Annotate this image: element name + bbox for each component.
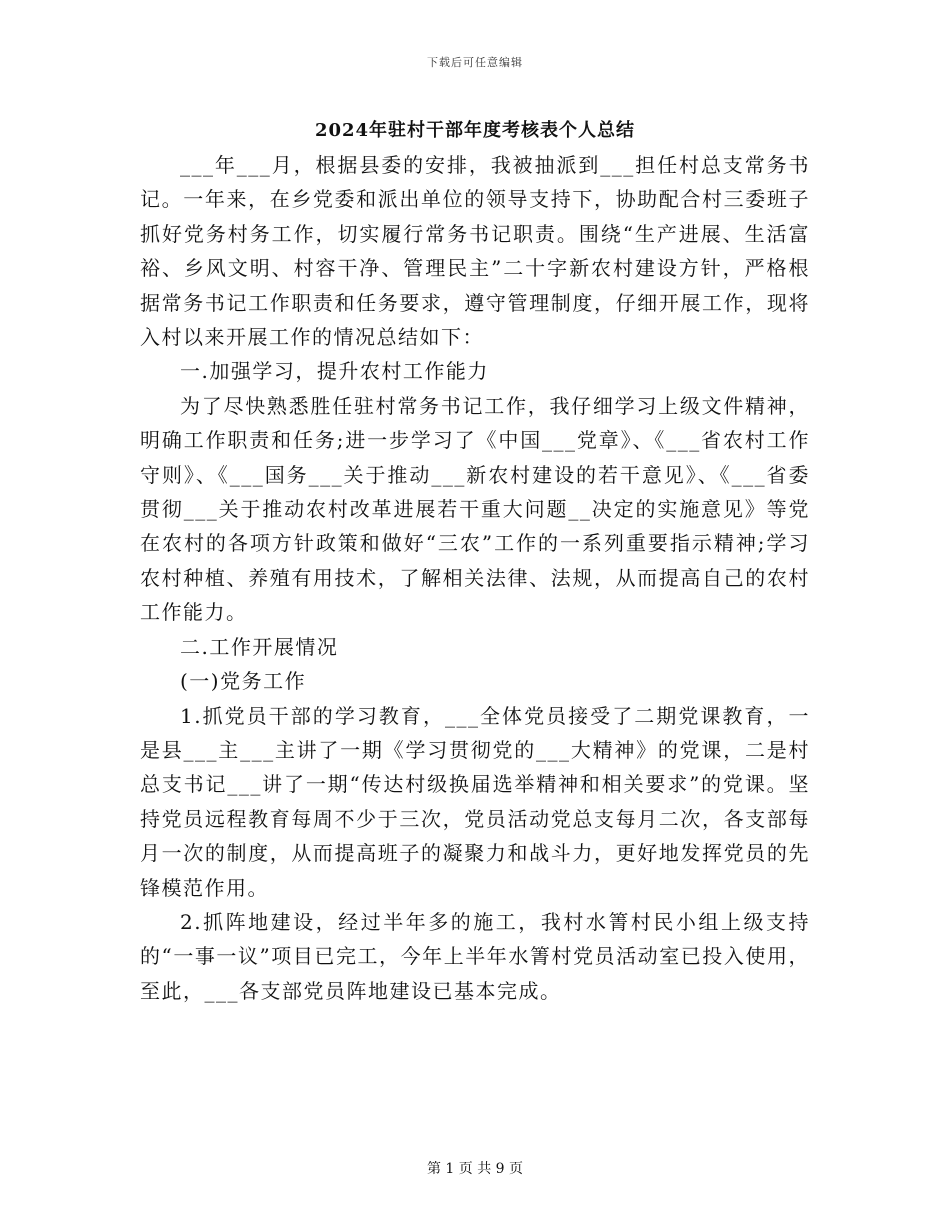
subsection-heading-party: (一)党务工作: [180, 669, 307, 694]
section-heading-1: 一.加强学习，提升农村工作能力: [180, 359, 489, 384]
section-heading-2: 二.工作开展情况: [180, 634, 339, 659]
page-header-note: 下载后可任意编辑: [427, 56, 523, 69]
item-2-paragraph: 2.抓阵地建设，经过半年多的施工，我村水箐村民小组上级支持的“一事一议”项目已完工，今年上半年水箐村党员活动室已投入使用，至此，___各支部党员阵地建设已基本完成。: [140, 909, 810, 1003]
item-1-paragraph: 1.抓党员干部的学习教育，___全体党员接受了二期党课教育，一是县___主___主讲了一期《学习贯彻党的___大精神》的党课，二是村总支书记___讲了一期“传达村级换届选举精神和相关要求”的党课。坚持党员远程教育每周不少于三次，党员活动党总支每月二次，各支部每月一次的制度，从而提高班子的凝聚力和战斗力，更好地发挥党员的先锋模范作用。: [140, 703, 810, 900]
page-number: 第 1 页 共 9 页: [426, 1161, 524, 1177]
intro-paragraph: ___年___月，根据县委的安排，我被抽派到___担任村总支常务书记。一年来，在乡党委和派出单位的领导支持下，协助配合村三委班子抓好党务村务工作，切实履行常务书记职责。围绕“生产进展、生活富裕、乡风文明、村容干净、管理民主”二十字新农村建设方针，严格根据常务书记工作职责和任务要求，遵守管理制度，仔细开展工作，现将入村以来开展工作的情况总结如下：: [140, 153, 810, 350]
section-1-paragraph: 为了尽快熟悉胜任驻村常务书记工作，我仔细学习上级文件精神，明确工作职责和任务;进一步学习了《中国___党章》、《___省农村工作守则》、《___国务___关于推动___新农村建设的若干意见》、《___省委贯彻___关于推动农村改革进展若干重大问题__决定的实施意见》等党在农村的各项方针政策和做好“三农”工作的一系列重要指示精神;学习农村种植、养殖有用技术，了解相关法律、法规，从而提高自己的农村工作能力。: [140, 393, 810, 625]
document-body: [140, 148, 810, 1008]
document-title: 2024年驻村干部年度考核表个人总结: [314, 120, 636, 141]
